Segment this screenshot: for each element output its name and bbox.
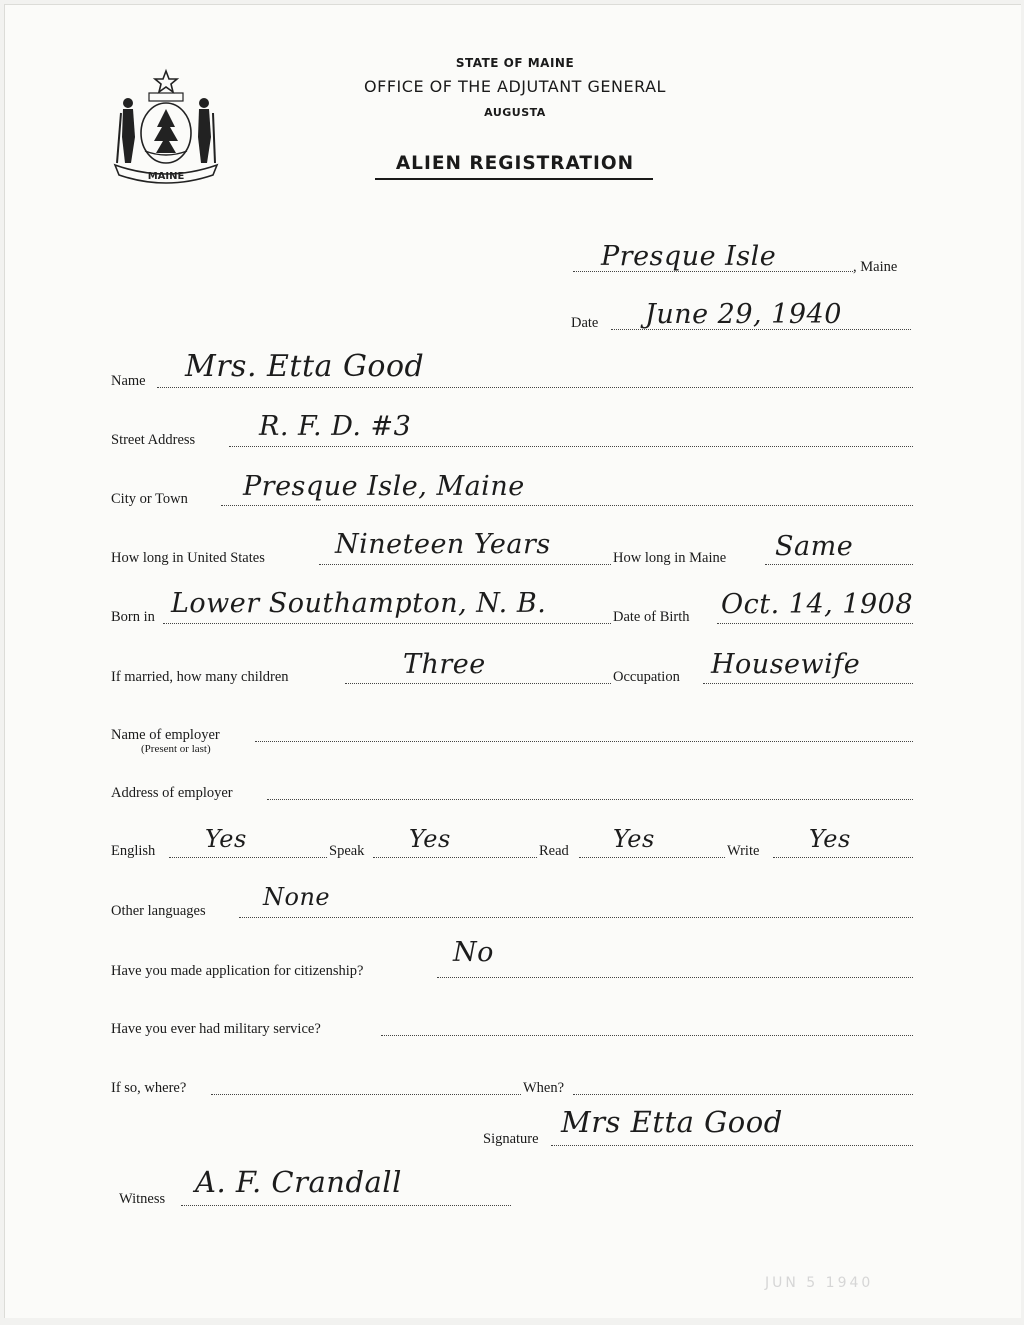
signature-line — [551, 1145, 913, 1146]
write-line — [773, 857, 913, 858]
registration-form — [4, 4, 1021, 1318]
how-long-maine-label: How long in Maine — [613, 550, 727, 566]
write-value: Yes — [809, 825, 851, 853]
born-line — [163, 623, 611, 624]
employer-sublabel: (Present or last) — [141, 743, 211, 755]
date-value: June 29, 1940 — [645, 299, 842, 330]
received-stamp: JUN 5 1940 — [765, 1275, 874, 1291]
how-long-maine-line — [765, 564, 913, 565]
military-line — [381, 1035, 913, 1036]
place-value: Presque Isle — [601, 241, 777, 272]
citizenship-line — [437, 977, 913, 978]
office-heading: OFFICE OF THE ADJUTANT GENERAL — [364, 77, 666, 96]
date-label: Date — [571, 315, 599, 331]
employer-label: Name of employer — [111, 727, 220, 743]
occupation-line — [703, 683, 913, 684]
where-label: If so, where? — [111, 1080, 187, 1096]
city-heading: AUGUSTA — [484, 106, 546, 119]
how-long-us-line — [319, 564, 611, 565]
occupation-label: Occupation — [613, 669, 680, 685]
street-label: Street Address — [111, 432, 196, 448]
born-label: Born in — [111, 609, 155, 625]
born-value: Lower Southampton, N. B. — [171, 588, 547, 619]
children-line — [345, 683, 611, 684]
children-label: If married, how many children — [111, 669, 289, 685]
seal-banner-text: MAINE — [147, 171, 185, 182]
how-long-us-label: How long in United States — [111, 550, 265, 566]
other-languages-line — [239, 917, 913, 918]
maine-label: , Maine — [853, 259, 898, 275]
when-label: When? — [523, 1080, 565, 1096]
other-languages-value: None — [263, 883, 331, 911]
when-line — [573, 1094, 913, 1095]
other-languages-label: Other languages — [111, 903, 206, 919]
speak-label: Speak — [329, 843, 365, 859]
speak-line — [373, 857, 537, 858]
name-value: Mrs. Etta Good — [185, 349, 425, 384]
name-label: Name — [111, 373, 146, 389]
dob-value: Oct. 14, 1908 — [721, 589, 914, 620]
employer-address-line — [267, 799, 913, 800]
english-label: English — [111, 843, 156, 859]
citizenship-value: No — [453, 937, 494, 968]
form-title: ALIEN REGISTRATION — [395, 153, 635, 174]
street-line — [229, 446, 913, 447]
read-value: Yes — [613, 825, 655, 853]
how-long-us-value: Nineteen Years — [335, 529, 551, 560]
citizenship-label: Have you made application for citizenship? — [111, 963, 364, 979]
write-label: Write — [727, 843, 760, 859]
children-value: Three — [403, 649, 486, 680]
where-line — [211, 1094, 521, 1095]
city-line — [221, 505, 913, 506]
how-long-maine-value: Same — [775, 531, 854, 562]
speak-value: Yes — [409, 825, 451, 853]
dob-line — [717, 623, 913, 624]
english-line — [169, 857, 327, 858]
english-value: Yes — [205, 825, 247, 853]
maine-state-seal — [111, 67, 221, 193]
employer-line — [255, 741, 913, 742]
occupation-value: Housewife — [711, 649, 861, 680]
military-label: Have you ever had military service? — [111, 1021, 321, 1037]
state-heading: STATE OF MAINE — [455, 56, 575, 70]
witness-label: Witness — [119, 1191, 166, 1207]
employer-address-label: Address of employer — [111, 785, 233, 801]
signature-value: Mrs Etta Good — [561, 1105, 783, 1139]
signature-label: Signature — [483, 1131, 539, 1147]
read-line — [579, 857, 725, 858]
read-label: Read — [539, 843, 569, 859]
street-value: R. F. D. #3 — [259, 411, 412, 442]
dob-label: Date of Birth — [613, 609, 690, 625]
title-underline — [375, 178, 653, 180]
witness-value: A. F. Crandall — [195, 1165, 402, 1199]
city-value: Presque Isle, Maine — [243, 471, 525, 502]
witness-line — [181, 1205, 511, 1206]
name-line — [157, 387, 913, 388]
city-label: City or Town — [111, 491, 188, 507]
